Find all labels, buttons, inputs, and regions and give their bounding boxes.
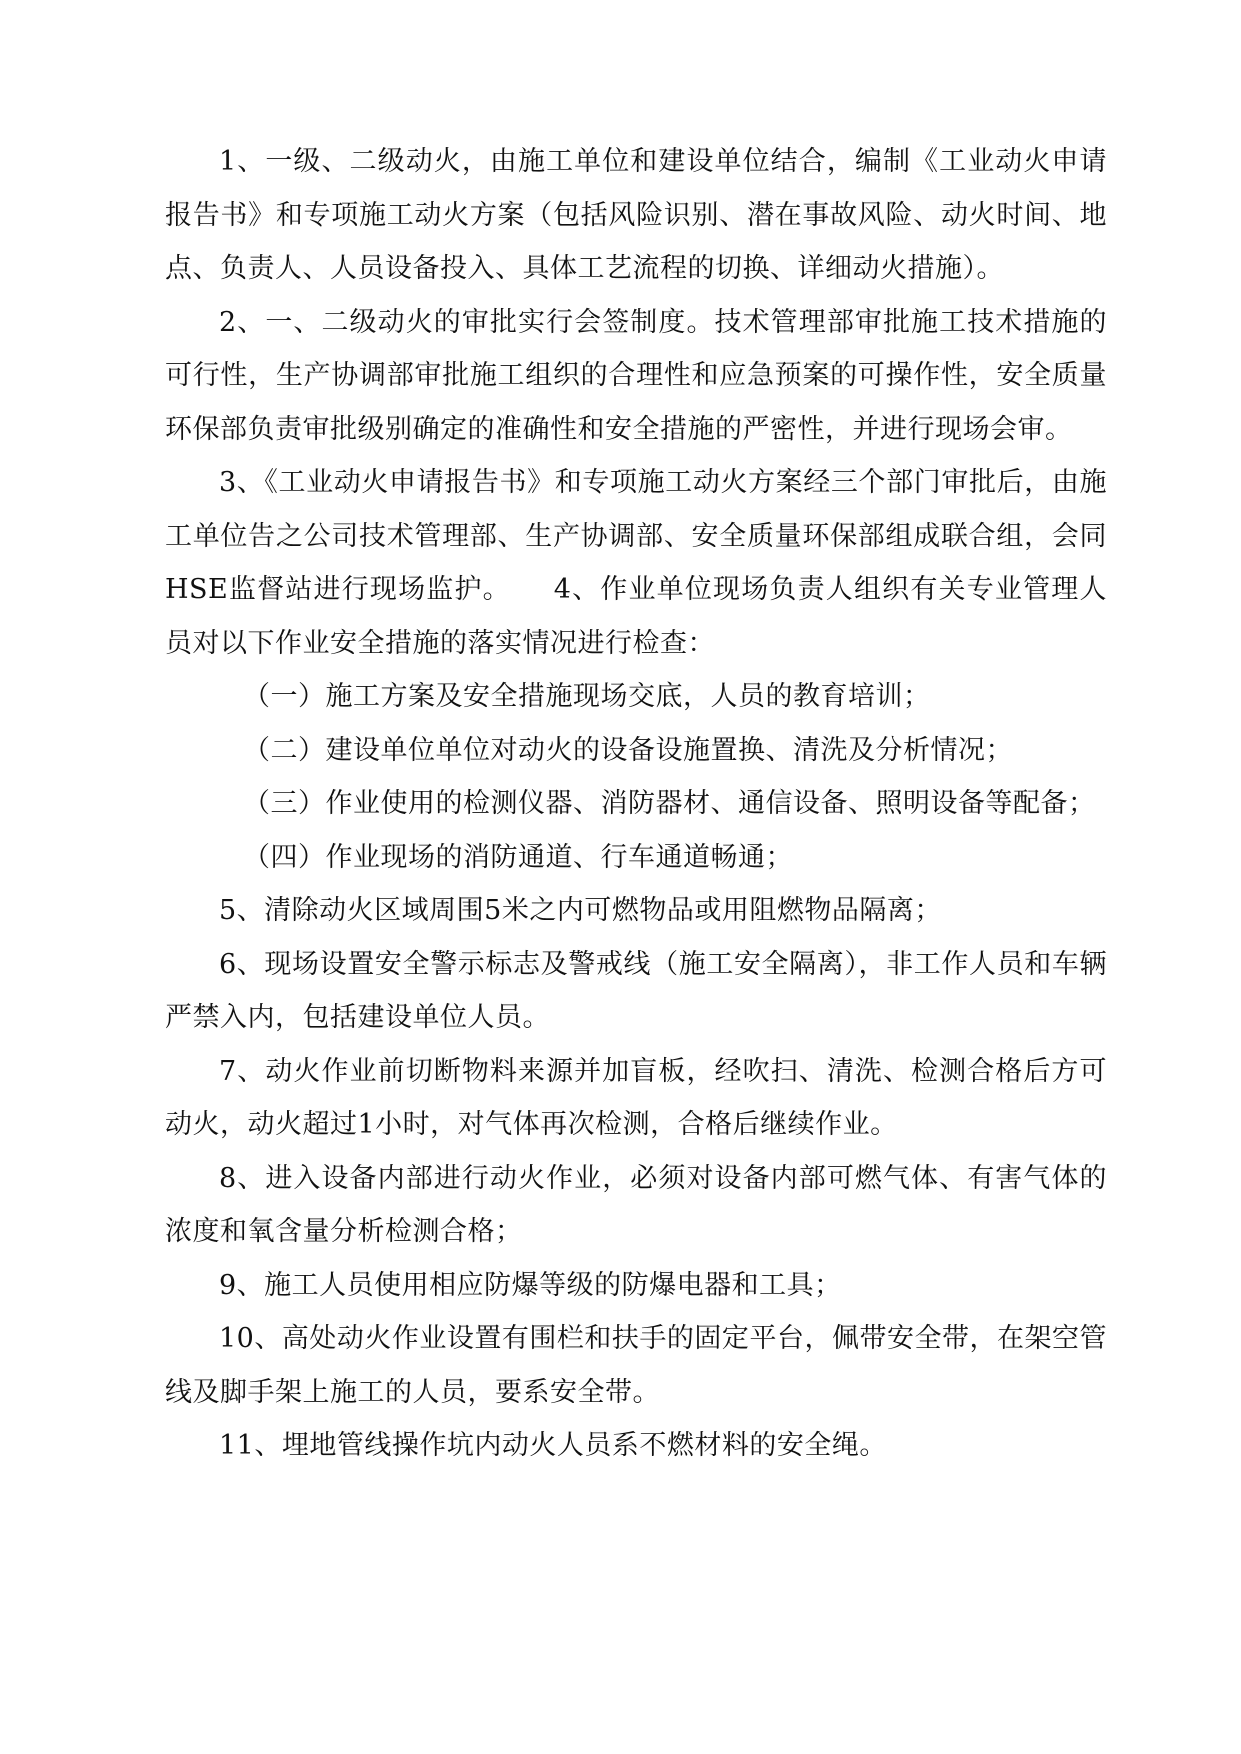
paragraph-11: 11、埋地管线操作坑内动火人员系不燃材料的安全绳。: [219, 1430, 887, 1461]
paragraph-5: 5、清除动火区域周围5米之内可燃物品或用阻燃物品隔离；: [219, 895, 942, 926]
paragraph-6: 6、现场设置安全警示标志及警戒线（施工安全隔离），非工作人员和车辆严禁入内，包括建设单位人员。: [165, 948, 1107, 1033]
paragraph-8: 8、进入设备内部进行动火作业，必须对设备内部可燃气体、有害气体的浓度和氧含量分析检测合格；: [165, 1162, 1107, 1247]
check-item-2: （二）建设单位单位对动火的设备设施置换、清洗及分析情况；: [243, 734, 1013, 766]
check-item-4: （四）作业现场的消防通道、行车通道畅通；: [243, 841, 793, 873]
paragraph-9: 9、施工人员使用相应防爆等级的防爆电器和工具；: [219, 1269, 842, 1301]
paragraph-1: 1、一级、二级动火，由施工单位和建设单位结合，编制《工业动火申请报告书》和专项施工动火方案（包括风险识别、潜在事故风险、动火时间、地点、负责人、人员设备投入、具体工艺流程的切换、详细动火措施）。: [165, 146, 1107, 284]
paragraph-7: 7、动火作业前切断物料来源并加盲板，经吹扫、清洗、检测合格后方可动火，动火超过1小时，对气体再次检测，合格后继续作业。: [165, 1055, 1107, 1140]
document-body: [165, 135, 1107, 1473]
paragraph-10: 10、高处动火作业设置有围栏和扶手的固定平台，佩带安全带，在架空管线及脚手架上施工的人员，要系安全带。: [165, 1323, 1107, 1408]
check-item-1: （一）施工方案及安全措施现场交底，人员的教育培训；: [243, 681, 931, 712]
paragraph-3-4: 3、《工业动火申请报告书》和专项施工动火方案经三个部门审批后，由施工单位告之公司技术管理部、生产协调部、安全质量环保部组成联合组，会同HSE监督站进行现场监护。 4、作业单位现场负责人组织有关专业管理人员对以下作业安全措施的落实情况进行检查：: [165, 467, 1107, 659]
paragraph-2: 2、一、二级动火的审批实行会签制度。技术管理部审批施工技术措施的可行性，生产协调部审批施工组织的合理性和应急预案的可操作性，安全质量环保部负责审批级别确定的准确性和安全措施的严密性，并进行现场会审。: [165, 306, 1107, 445]
check-item-3: （三）作业使用的检测仪器、消防器材、通信设备、照明设备等配备；: [243, 788, 1096, 819]
